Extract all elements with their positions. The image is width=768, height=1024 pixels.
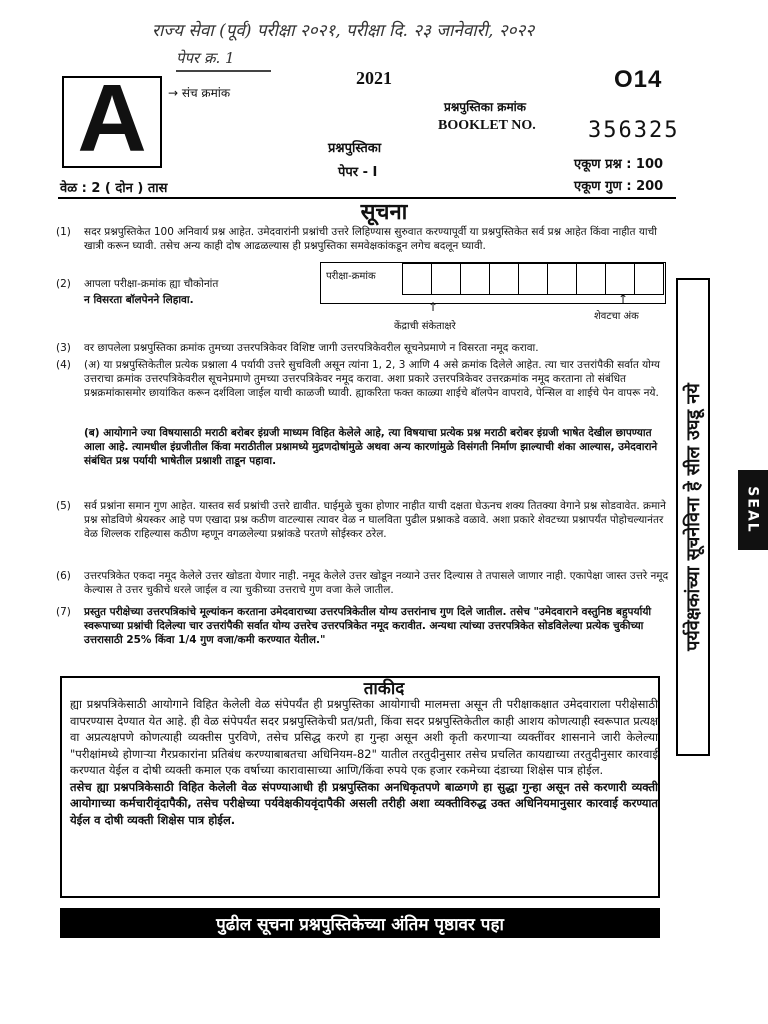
instruction-4b: (ब) आयोगाने ज्या विषयासाठी मराठी बरोबर इंग्रजी माध्यम विहित केलेले आहे, त्या विषयाचा प्रत्येक प्रश्न मराठी बरोबर इंग्रजी भाषेत देखील छापण्यात आला आहे. त्यामधील इंग्रजीतील किंवा मराठीतील प्रश्नामध्ये मुद्रणदोषांमुळे अथवा अन्य कारणांमुळे विसंगती निर्माण झाल्याची शंका आल्यास, उमेदवाराने संबंधित प्रश्न पर्यायी भाषेतील प्रश्नाशी ताडून पहावा.: [84, 427, 658, 467]
instruction-2-line-2: न विसरता बॉलपेनने लिहावा.: [84, 294, 194, 306]
warning-title: ताकीद: [363, 679, 405, 699]
total-marks: एकूण गुण : 200: [574, 179, 664, 194]
warning-paragraph-1: ह्या प्रश्नपत्रिकेसाठी आयोगाने विहित केलेली वेळ संपेपर्यंत ही प्रश्नपुस्तिका आयोगाची मालमत्ता असून ती परीक्षाकक्षात उमेदवाराला परीक्षेसाठी वापरण्यास देण्यात येत आहे. ही वेळ संपेपर्यंत सदर प्रश्नपुस्तिकेची प्रत/प्रती, किंवा सदर प्रश्नपुस्तिकेतील काही आशय कोणत्याही स्वरूपात प्रत्यक्ष वा अप्रत्यक्षपणे कोणत्याही व्यक्तीस पुरविणे, तसेच प्रसिद्ध करणे हा गुन्हा असून अशी कृती करणाऱ्या व्यक्तींवर शासनाने जारी केलेल्या "परीक्षांमध्ये होणाऱ्या गैरप्रकारांना प्रतिबंध करण्याबाबतचा अधिनियम-82" यातील तरतुदीनुसार तसेच प्रचलित कायद्याच्या तरतुदीनुसार कारवाई करण्यात येईल व दोषी व्यक्ती कमाल एक वर्षाच्या कारावासाच्या आणि/किंवा रुपये एक हजार रकमेच्या दंडाच्या शिक्षेस पात्र होईल.: [70, 697, 658, 777]
footer-notice: [60, 908, 660, 938]
digit-cell: [577, 263, 606, 295]
digit-cell: [402, 263, 432, 295]
paper-code: O14: [614, 66, 663, 93]
instruction-7: प्रस्तुत परीक्षेच्या उत्तरपत्रिकांचे मूल्यांकन करताना उमेदवाराच्या उत्तरपत्रिकेतील योग्य उत्तरांनाच गुण दिले जातील. तसेच "उमेदवाराने वस्तुनिष्ठ बहुपर्यायी स्वरूपाच्या प्रश्नांची दिलेल्या चार उत्तरांपैकी सर्वात योग्य उत्तरेच उत्तरपत्रिकेत नमूद करावीत. अन्यथा त्यांच्या उत्तरपत्रिकेत सोडविलेल्या प्रत्येक चुकीच्या उत्तरासाठी 25% किंवा 1/4 गुण वजा/कमी करण्यात येतील.": [84, 606, 652, 646]
arrow-up-icon: ↑: [618, 292, 629, 306]
item-number: (3): [56, 342, 71, 354]
instruction-4a: (अ) या प्रश्नपुस्तिकेतील प्रत्येक प्रश्नाला 4 पर्यायी उत्तरे सुचविली असून त्यांना 1, 2, 3 आणि 4 असे क्रमांक दिलेले आहेत. त्या चार उत्तरांपैकी सर्वात योग्य उत्तराचा क्रमांक उत्तरपत्रिकेवरील सूचनेप्रमाणे तुमच्या उत्तरपत्रिकेवर नमूद करावा. अशा प्रकारे उत्तरपत्रिकेवर उत्तरक्रमांक नमूद करताना तो संबंधित प्रश्नक्रमांकासमोर छायांकित करून दर्शविला जाईल याची काळजी घ्यावी. ह्याकरिता फक्त काळ्या शाईचे बॉलपेन वापरावे, पेन्सिल वा शाईचे पेन वापरू नये.: [84, 359, 661, 399]
series-label: → संच क्रमांक: [168, 86, 231, 100]
digit-cell: [548, 263, 577, 295]
booklet-label-english: BOOKLET NO.: [438, 118, 536, 133]
exam-number-cells: [402, 263, 664, 295]
instruction-1: सदर प्रश्नपुस्तिकेत 100 अनिवार्य प्रश्न आहेत. उमेदवारांनी प्रश्नांची उत्तरे लिहिण्यास सुरुवात करण्यापूर्वी या प्रश्नपुस्तिकेत सर्व प्रश्न आहेत किंवा नाहीत याची खात्री करून घ्यावी. तसेच अन्य काही दोष आढळल्यास ही प्रश्नपुस्तिका समवेक्षकांकडून लगेच बदलून घ्यावी.: [84, 226, 658, 252]
item-number: (5): [56, 500, 71, 512]
center-code-caption: केंद्राची संकेताक्षरे: [394, 321, 456, 332]
digit-cell: [606, 263, 635, 295]
handwritten-paper-note: पेपर क्र. 1: [176, 49, 235, 67]
arrow-up-icon: ↑: [428, 300, 439, 314]
instructions-heading: सूचना: [360, 200, 408, 225]
footer-text: पुढील सूचना प्रश्नपुस्तिकेच्या अंतिम पृष्ठावर पहा: [216, 914, 504, 935]
exam-year: 2021: [356, 68, 392, 88]
exam-number-label: परीक्षा-क्रमांक: [326, 271, 376, 282]
instruction-6: उत्तरपत्रिकेत एकदा नमूद केलेले उत्तर खोडता येणार नाही. नमूद केलेले उत्तर खोडून नव्याने उत्तर दिल्यास ते तपासले जाणार नाही. एकापेक्षा जास्त उत्तरे नमूद केल्यास ते उत्तर चुकीचे धरले जाईल व त्या चुकीच्या उत्तराचे गुण वजा केले जातील.: [84, 570, 669, 596]
digit-cell: [432, 263, 461, 295]
warning-text: [70, 696, 658, 828]
warning-paragraph-2: तसेच ह्या प्रश्नपत्रिकेसाठी विहित केलेली वेळ संपण्याआधी ही प्रश्नपुस्तिका अनधिकृतपणे बाळगणे हा सुद्धा गुन्हा असून तसे करणारी व्यक्ती आयोगाच्या कर्मचारीवृंदापैकी, तसेच परीक्षेच्या पर्यवेक्षकीयवृंदापैकी असली तरीही अशा व्यक्तीविरुद्ध उक्त अधिनियमानुसार कारवाई करण्यात येईल व दोषी व्यक्ती शिक्षेस पात्र होईल.: [70, 779, 658, 827]
item-number: (7): [56, 606, 71, 618]
seal-warning-text: पर्यवेक्षकांच्या सूचनेविना हे सील उघडू नये: [683, 383, 705, 651]
last-digit-caption: शेवटचा अंक: [594, 311, 639, 322]
instruction-5: सर्व प्रश्नांना समान गुण आहेत. यास्तव सर्व प्रश्नांची उत्तरे द्यावीत. घाईमुळे चुका होणार नाहीत याची दक्षता घेऊनच शक्य तितक्या वेगाने प्रश्न सोडवावेत. क्रमाने प्रश्न सोडविणे श्रेयस्कर आहे पण एखादा प्रश्न कठीण वाटल्यास त्यावर वेळ न घालविता पुढील प्रश्नाकडे वळावे. अशा प्रकारे शेवटच्या प्रश्नापर्यंत पोहोचल्यानंतर वेळ शिल्लक राहिल्यास कठीण म्हणून वगळलेल्या प्रश्नांकडे परतणे सोईस्कर ठरेल.: [84, 500, 666, 540]
exam-time: वेळ : 2 ( दोन ) तास: [60, 181, 168, 196]
booklet-label-marathi: प्रश्नपुस्तिका क्रमांक: [444, 100, 526, 114]
digit-cell: [635, 263, 664, 295]
item-number: (1): [56, 226, 71, 238]
seal-tab: [738, 470, 768, 550]
series-letter: A: [77, 65, 147, 172]
seal-label: SEAL: [745, 486, 761, 534]
digit-cell: [490, 263, 519, 295]
total-questions: एकूण प्रश्न : 100: [574, 157, 664, 172]
digit-cell: [519, 263, 548, 295]
item-number: (4): [56, 359, 71, 371]
paper-label: पेपर - I: [338, 165, 378, 180]
instruction-2-line-1: आपला परीक्षा-क्रमांक ह्या चौकोनांत: [84, 278, 219, 290]
instruction-3: वर छापलेला प्रश्नपुस्तिका क्रमांक तुमच्या उत्तरपत्रिकेवर विशिष्ट जागी उत्तरपत्रिकेवरील सूचनेप्रमाणे न विसरता नमूद करावा.: [84, 342, 539, 354]
handwritten-underline: [176, 70, 271, 72]
item-number: (2): [56, 278, 71, 290]
item-number: (6): [56, 570, 71, 582]
booklet-number: 356325: [588, 118, 680, 143]
digit-cell: [461, 263, 490, 295]
handwritten-exam-note: राज्य सेवा (पूर्व) परीक्षा २०२१, परीक्षा दि. २३ जानेवारी, २०२२: [152, 21, 535, 41]
booklet-title: प्रश्नपुस्तिका: [328, 141, 382, 156]
